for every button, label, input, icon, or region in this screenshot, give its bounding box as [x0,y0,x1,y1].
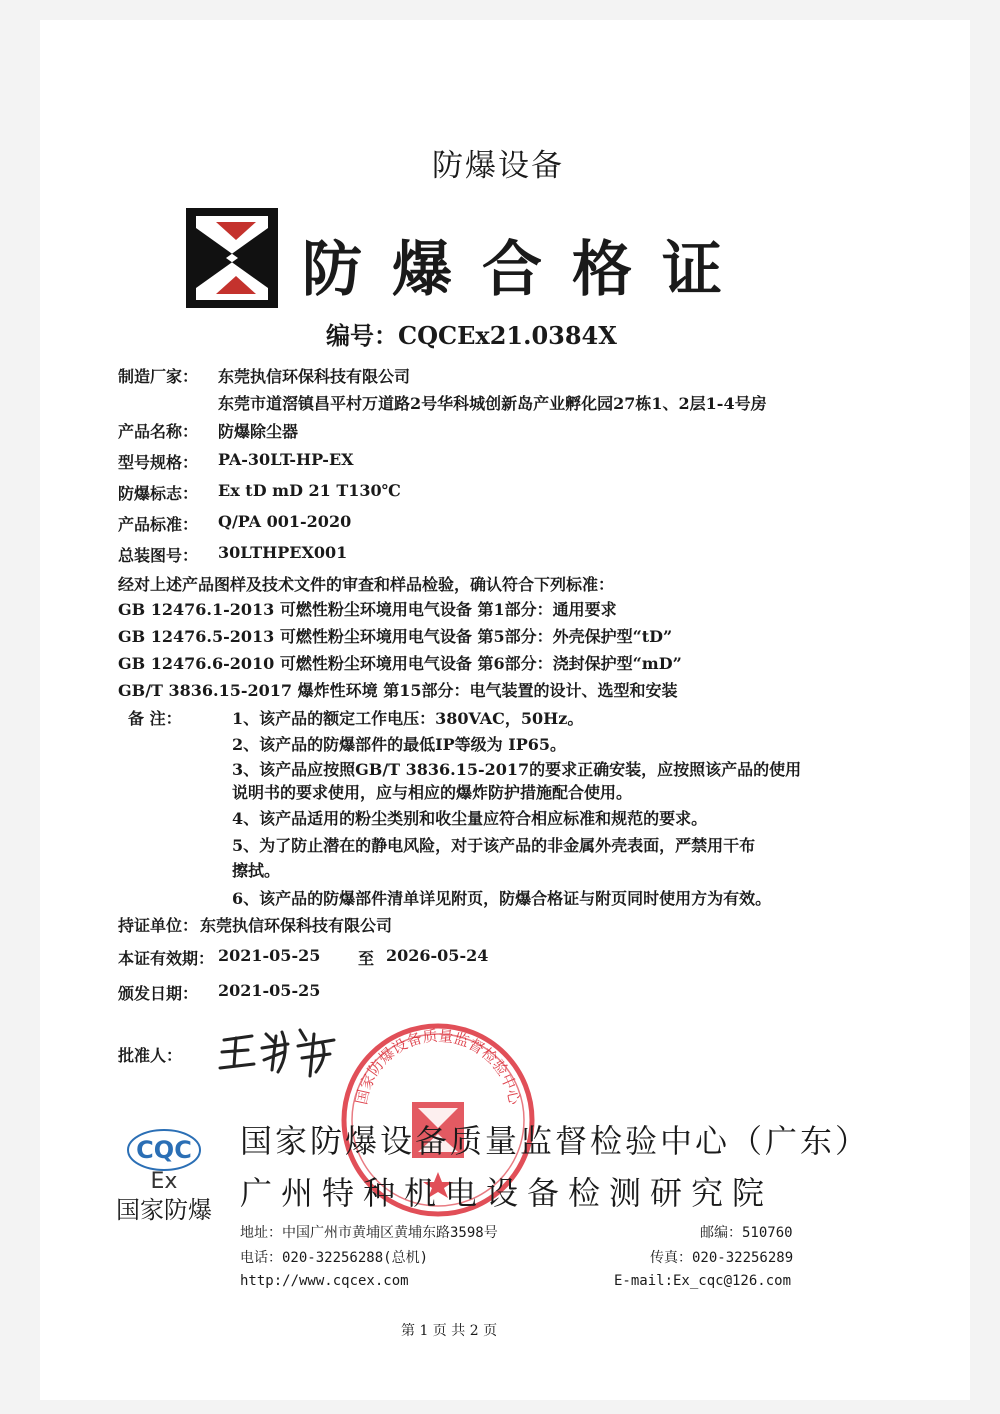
remark-item: 5、为了防止潜在的静电风险，对于该产品的非金属外壳表面，严禁用干布 [232,836,756,855]
ex-logo-text: Ex [150,1169,178,1194]
contact-email: E-mail:Ex_cqc@126.com [614,1273,792,1289]
product-standard-label: 产品标准： [118,515,199,534]
contact-address: 地址：中国广州市黄埔区黄埔东路3598号 [240,1225,498,1241]
product-name-value: 防爆除尘器 [218,422,299,441]
model-value: PA-30LT-HP-EX [218,450,354,469]
svg-text:国家防爆设备质量监督检验中心 [352,1027,524,1107]
remark-item: 1、该产品的额定工作电压：380VAC，50Hz。 [232,709,584,728]
standards-intro: 经对上述产品图样及技术文件的审查和样品检验，确认符合下列标准： [118,575,615,594]
contact-phone: 电话：020-32256288(总机) [240,1250,429,1266]
validity-from: 2021-05-25 [218,946,321,965]
ex-marking-value: Ex tD mD 21 T130℃ [218,481,401,500]
handwritten-signature [218,1022,338,1078]
product-standard-value: Q/PA 001-2020 [218,512,352,531]
manufacturer-value: 东莞执信环保科技有限公司 [218,367,411,386]
validity-to-label: 至 [358,949,375,968]
remark-item: 3、该产品应按照GB/T 3836.15-2017的要求正确安装，应按照该产品的使用 [232,760,802,779]
remarks-label: 备 注： [128,709,182,728]
certificate-title: 防爆合格证 [302,235,752,305]
cqc-logo-text: CQC [136,1136,192,1164]
drawing-number-value: 30LTHPEX001 [218,543,348,562]
remark-item-continued: 说明书的要求使用，应与相应的爆炸防护措施配合使用。 [232,783,633,802]
manufacturer-address: 东莞市道滘镇昌平村万道路2号华科城创新岛产业孵化园27栋1、2层1-4号房 [218,394,767,413]
issuer-logo-caption: 国家防爆 [116,1196,212,1224]
standard-item: GB/T 3836.15-2017 爆炸性环境 第15部分：电气装置的设计、选型和安装 [118,681,678,700]
approver-label: 批准人： [118,1046,183,1065]
remark-item: 2、该产品的防爆部件的最低IP等级为 IP65。 [232,735,567,754]
contact-fax: 传真：020-32256289 [650,1250,794,1266]
standard-item: GB 12476.6-2010 可燃性粉尘环境用电气设备 第6部分：浇封保护型“mD” [118,654,682,673]
contact-website: http://www.cqcex.com [240,1273,409,1289]
certificate-number: 编号：CQCEx21.0384X [326,321,617,350]
page-number: 第 1 页 共 2 页 [401,1323,498,1339]
ex-marking-label: 防爆标志： [118,484,199,503]
product-name-label: 产品名称： [118,422,199,441]
remark-item-continued: 擦拭。 [232,861,281,880]
issuer-organization: 国家防爆设备质量监督检验中心（广东） [240,1122,871,1160]
document-subtitle: 防爆设备 [432,148,564,184]
remark-item: 4、该产品适用的粉尘类别和收尘量应符合相应标准和规范的要求。 [232,809,708,828]
manufacturer-label: 制造厂家： [118,367,199,386]
ex-logo-icon [186,208,278,308]
remark-item: 6、该产品的防爆部件清单详见附页，防爆合格证与附页同时使用方为有效。 [232,889,772,908]
holder-value: 东莞执信环保科技有限公司 [200,916,393,935]
standard-item: GB 12476.1-2013 可燃性粉尘环境用电气设备 第1部分：通用要求 [118,600,617,619]
holder-label: 持证单位： [118,916,199,935]
validity-label: 本证有效期： [118,949,215,968]
model-label: 型号规格： [118,453,199,472]
issue-date-label: 颁发日期： [118,984,199,1003]
issue-date-value: 2021-05-25 [218,981,321,1000]
validity-to: 2026-05-24 [386,946,489,965]
seal-text: 国家防爆设备质量监督检验中心 [352,1026,524,1107]
standard-item: GB 12476.5-2013 可燃性粉尘环境用电气设备 第5部分：外壳保护型“tD” [118,627,673,646]
contact-postcode: 邮编：510760 [700,1225,793,1241]
drawing-number-label: 总装图号： [118,546,199,565]
issuer-institute: 广州特种机电设备检测研究院 [240,1174,774,1212]
